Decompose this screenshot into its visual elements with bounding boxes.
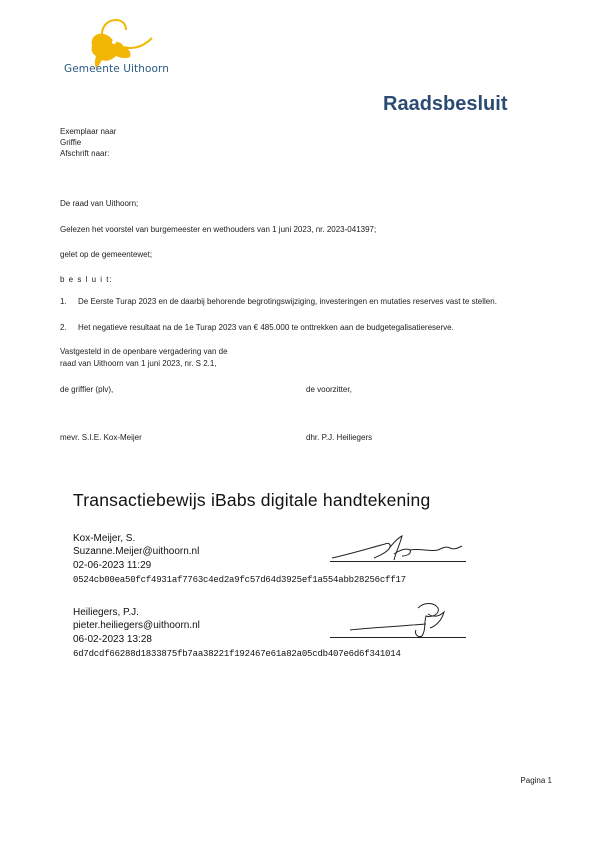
vastgesteld-line1: Vastgesteld in de openbare vergadering van de <box>60 347 228 356</box>
signature-line <box>330 637 466 638</box>
exemplar-label: Exemplaar naar <box>60 127 117 136</box>
gelet-text: gelet op de gemeentewet; <box>60 250 153 259</box>
besluit-heading: b e s l u i t: <box>60 275 113 284</box>
signer-email: pieter.heiliegers@uithoorn.nl <box>73 620 200 631</box>
municipality-logo-icon <box>62 16 177 86</box>
signer-datetime: 06-02-2023 13:28 <box>73 634 152 645</box>
list-item-number: 1. <box>60 297 67 306</box>
signer-name: Heiliegers, P.J. <box>73 607 139 618</box>
transaction-title: Transactiebewijs iBabs digitale handtekening <box>73 490 431 510</box>
gelezen-text: Gelezen het voorstel van burgemeester en wethouders van 1 juni 2023, nr. 2023-041397; <box>60 225 377 234</box>
list-item <box>60 322 560 333</box>
griffier-name: mevr. S.I.E. Kox-Meijer <box>60 433 142 442</box>
afschrift-label: Afschrift naar: <box>60 149 110 158</box>
voorzitter-name: dhr. P.J. Heiliegers <box>306 433 373 442</box>
griffier-role: de griffier (plv), <box>60 385 114 394</box>
voorzitter-role: de voorzitter, <box>306 385 352 394</box>
addressee: De raad van Uithoorn; <box>60 199 139 208</box>
exemplar-value: Griffie <box>60 138 82 147</box>
signer-email: Suzanne.Meijer@uithoorn.nl <box>73 546 200 557</box>
page-number: Pagina 1 <box>520 776 552 785</box>
signature-image <box>330 534 470 564</box>
list-item-text: Het negatieve resultaat na de 1e Turap 2023 van € 485.000 te onttrekken aan de budgetegalisatiereserve. <box>78 323 454 332</box>
logo-text: Gemeente Uithoorn <box>64 63 170 75</box>
list-item-number: 2. <box>60 323 67 332</box>
page-title: Raadsbesluit <box>383 93 508 115</box>
vastgesteld-line2: raad van Uithoorn van 1 juni 2023, nr. S 2.1, <box>60 359 217 368</box>
signature-image <box>330 600 470 640</box>
signer-hash: 0524cb00ea50fcf4931af7763c4ed2a9fc57d64d3925ef1a554abb28256cff17 <box>73 575 406 585</box>
signer-hash: 6d7dcdf66288d1833875fb7aa38221f192467e61a82a05cdb407e6d6f341014 <box>73 649 401 659</box>
list-item-text: De Eerste Turap 2023 en de daarbij behorende begrotingswijziging, investeringen en mutaties reserves vast te stellen. <box>78 297 497 306</box>
list-item <box>60 296 560 318</box>
signer-name: Kox-Meijer, S. <box>73 533 136 544</box>
signer-datetime: 02-06-2023 11:29 <box>73 560 152 571</box>
signature-line <box>330 561 466 562</box>
